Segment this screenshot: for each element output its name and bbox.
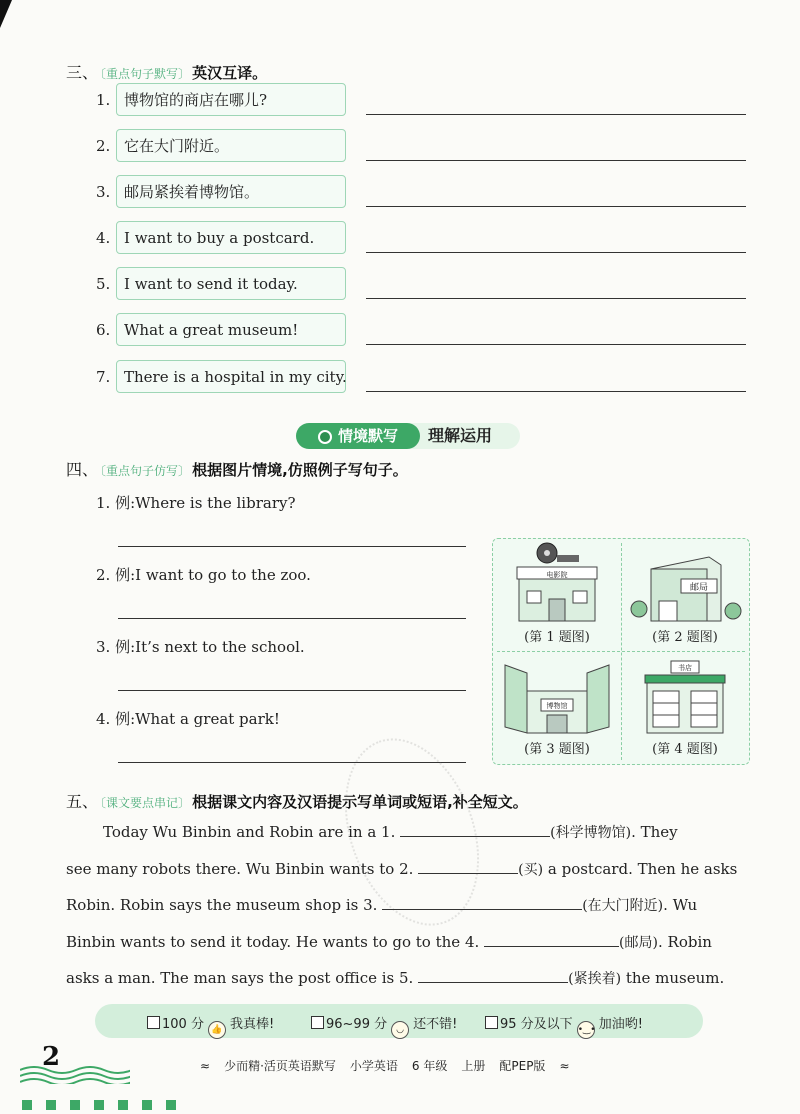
wave-left-icon: ≈ bbox=[200, 1059, 211, 1073]
wave-decoration bbox=[20, 1066, 130, 1084]
answer-line-1[interactable] bbox=[118, 546, 466, 547]
source-sentence: 邮局紧挨着博物馆。 bbox=[116, 175, 346, 208]
answer-line[interactable] bbox=[366, 206, 746, 207]
section-banner: 情境默写 理解运用 bbox=[296, 423, 520, 449]
picture-post-office bbox=[621, 539, 749, 651]
row-number: 6. bbox=[96, 321, 111, 339]
blank-5[interactable] bbox=[418, 968, 568, 983]
footer: ≈ 少而精·活页英语默写 小学英语 6 年级 上册 配PEP版 ≈ bbox=[200, 1059, 570, 1073]
answer-line[interactable] bbox=[366, 391, 746, 392]
row-number: 1. bbox=[96, 91, 111, 109]
target-icon bbox=[318, 430, 332, 444]
museum-icon bbox=[493, 651, 621, 741]
caption-1: (第 1 题图) bbox=[524, 630, 590, 645]
svg-text:博物馆: 博物馆 bbox=[546, 702, 568, 710]
answer-line[interactable] bbox=[366, 344, 746, 345]
row-number: 2. bbox=[96, 137, 111, 155]
translation-row bbox=[96, 313, 756, 347]
source-sentence: What a great museum! bbox=[116, 313, 346, 346]
answer-line[interactable] bbox=[366, 252, 746, 253]
answer-line-3[interactable] bbox=[118, 690, 466, 691]
section3-heading: 三、 〔重点句子默写〕 英汉互译。 bbox=[66, 63, 268, 82]
source-sentence: 它在大门附近。 bbox=[116, 129, 346, 162]
translation-row bbox=[96, 129, 756, 163]
answer-line[interactable] bbox=[366, 298, 746, 299]
cinema-icon bbox=[493, 539, 621, 629]
source-sentence: 博物馆的商店在哪儿? bbox=[116, 83, 346, 116]
row-number: 4. bbox=[96, 229, 111, 247]
checkbox[interactable] bbox=[485, 1016, 498, 1029]
translation-row bbox=[96, 221, 756, 255]
row-number: 3. bbox=[96, 183, 111, 201]
corner-mark bbox=[0, 0, 12, 28]
picture-grid bbox=[492, 538, 750, 765]
svg-text:电影院: 电影院 bbox=[546, 571, 568, 579]
section5-heading: 五、 〔课文要点串记〕 根据课文内容及汉语提示写单词或短语,补全短文。 bbox=[66, 792, 528, 811]
score-option-96[interactable]: 96~99 分 ◡ 还不错! bbox=[311, 1013, 457, 1039]
checkbox[interactable] bbox=[147, 1016, 160, 1029]
svg-text:邮局: 邮局 bbox=[689, 583, 709, 593]
translation-row bbox=[96, 267, 756, 301]
blank-4[interactable] bbox=[484, 932, 619, 947]
example-3: 3. 例:It’s next to the school. bbox=[96, 638, 305, 656]
translation-row bbox=[96, 360, 756, 394]
page-number: 2 bbox=[42, 1042, 61, 1072]
wave-right-icon: ≈ bbox=[559, 1059, 570, 1073]
score-bar bbox=[95, 1004, 703, 1038]
blank-3[interactable] bbox=[382, 895, 582, 910]
picture-bookstore bbox=[621, 651, 749, 763]
caption-3: (第 3 题图) bbox=[524, 742, 590, 757]
translation-row bbox=[96, 175, 756, 209]
source-sentence: There is a hospital in my city. bbox=[116, 360, 346, 393]
source-sentence: I want to send it today. bbox=[116, 267, 346, 300]
bookstore-icon bbox=[621, 651, 749, 741]
translation-row bbox=[96, 83, 756, 117]
thumbs-up-icon: 👍 bbox=[208, 1021, 226, 1039]
caption-4: (第 4 题图) bbox=[652, 742, 718, 757]
score-option-100[interactable]: 100 分 👍 我真棒! bbox=[147, 1013, 274, 1039]
cloze-paragraph: Today Wu Binbin and Robin are in a 1. (科学博物馆). They see many robots there. Wu Binbin wants to 2. (买) a postcard. Then he asks Robin. Robin says the museum shop is 3. (在大门附近). Wu Binbin wants to send it today. He wants to go to the 4. (邮局). Robin asks a man. The man says the post office is 5. (紧挨着) the museum. bbox=[66, 823, 738, 987]
row-number: 5. bbox=[96, 275, 111, 293]
answer-line-2[interactable] bbox=[118, 618, 466, 619]
example-2: 2. 例:I want to go to the zoo. bbox=[96, 566, 311, 584]
blank-1[interactable] bbox=[400, 822, 550, 837]
square-decoration bbox=[22, 1095, 190, 1114]
source-sentence: I want to buy a postcard. bbox=[116, 221, 346, 254]
picture-cinema bbox=[493, 539, 621, 651]
section4-heading: 四、 〔重点句子仿写〕 根据图片情境,仿照例子写句子。 bbox=[66, 460, 408, 479]
answer-line[interactable] bbox=[366, 160, 746, 161]
svg-text:书店: 书店 bbox=[678, 664, 692, 672]
row-number: 7. bbox=[96, 368, 111, 386]
example-1: 1. 例:Where is the library? bbox=[96, 494, 296, 512]
caption-2: (第 2 题图) bbox=[652, 630, 718, 645]
answer-line[interactable] bbox=[366, 114, 746, 115]
post-office-icon bbox=[621, 539, 749, 629]
smile-icon: ◡ bbox=[391, 1021, 409, 1039]
picture-museum bbox=[493, 651, 621, 763]
checkbox[interactable] bbox=[311, 1016, 324, 1029]
example-4: 4. 例:What a great park! bbox=[96, 710, 280, 728]
blank-2[interactable] bbox=[418, 859, 518, 874]
score-option-95[interactable]: 95 分及以下 •‿• 加油哟! bbox=[485, 1013, 643, 1039]
cheer-face-icon: •‿• bbox=[577, 1021, 595, 1039]
